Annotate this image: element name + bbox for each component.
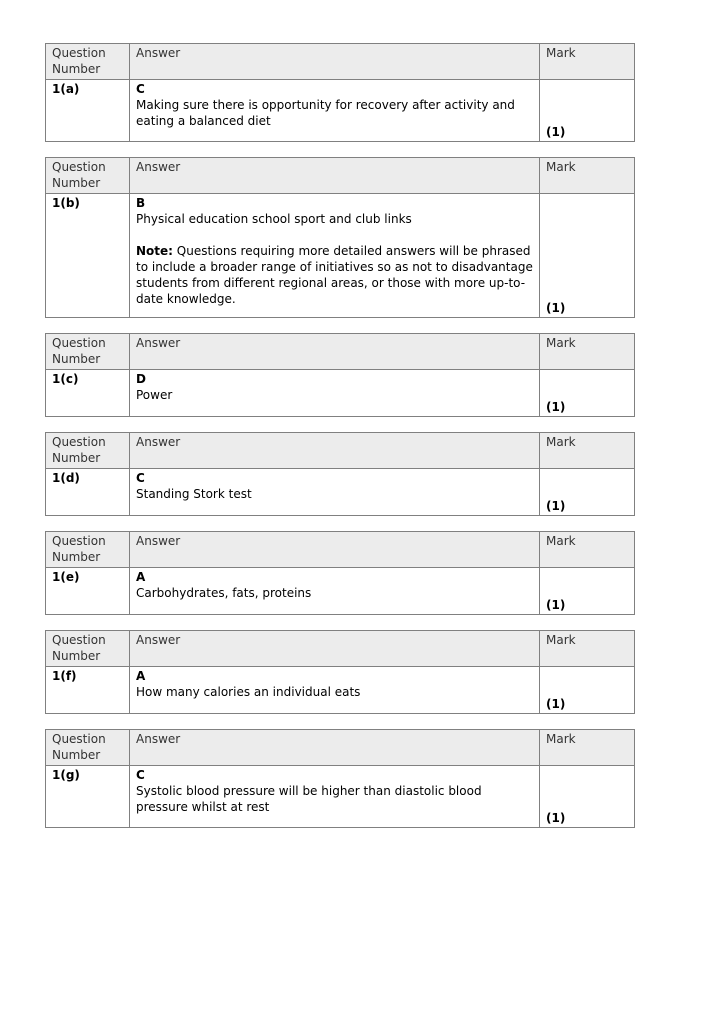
mark-cell (540, 667, 635, 714)
header-row (46, 44, 635, 80)
header-row (46, 158, 635, 194)
mark-header: Mark (540, 433, 635, 469)
question-number-header: Question Number (46, 44, 130, 80)
answer-text: Physical education school sport and club links (136, 212, 412, 226)
answer-cell (130, 370, 540, 417)
question-number: 1(f) (46, 667, 130, 714)
answer-text: Carbohydrates, fats, proteins (136, 586, 312, 600)
question-table-1d (45, 432, 635, 516)
mark-value: (1) (546, 811, 566, 825)
answer-letter: C (136, 471, 145, 485)
answer-cell (130, 568, 540, 615)
note-label: Note: (136, 244, 173, 258)
question-number: 1(a) (46, 80, 130, 142)
question-table-1g (45, 729, 635, 828)
header-row (46, 532, 635, 568)
answer-letter: A (136, 669, 146, 683)
answer-row (46, 667, 635, 714)
answer-letter: D (136, 372, 146, 386)
question-number: 1(g) (46, 766, 130, 828)
answer-text: Making sure there is opportunity for recovery after activity and eating a balanced diet (136, 98, 515, 128)
mark-value: (1) (546, 499, 566, 513)
mark-value: (1) (546, 125, 566, 139)
question-table-1f (45, 630, 635, 714)
question-number-header: Question Number (46, 631, 130, 667)
question-table-1c (45, 333, 635, 417)
mark-header: Mark (540, 532, 635, 568)
mark-scheme-page (45, 43, 634, 843)
header-row (46, 730, 635, 766)
question-number: 1(d) (46, 469, 130, 516)
question-number-header: Question Number (46, 158, 130, 194)
mark-value: (1) (546, 400, 566, 414)
answer-row (46, 469, 635, 516)
mark-cell (540, 80, 635, 142)
mark-value: (1) (546, 697, 566, 711)
answer-row (46, 80, 635, 142)
mark-cell (540, 766, 635, 828)
answer-header: Answer (130, 334, 540, 370)
answer-row (46, 568, 635, 615)
note-text: Questions requiring more detailed answers will be phrased to include a broader range of initiatives so as not to disadvantage students from different regional areas, or those with more up-to-date knowledge. (136, 244, 533, 306)
mark-header: Mark (540, 158, 635, 194)
question-number-header: Question Number (46, 730, 130, 766)
question-number-header: Question Number (46, 532, 130, 568)
answer-header: Answer (130, 631, 540, 667)
answer-header: Answer (130, 433, 540, 469)
answer-cell (130, 194, 540, 318)
question-table-1e (45, 531, 635, 615)
mark-cell (540, 568, 635, 615)
mark-cell (540, 370, 635, 417)
examiner-note (136, 243, 533, 307)
header-row (46, 433, 635, 469)
answer-cell (130, 80, 540, 142)
mark-header: Mark (540, 334, 635, 370)
mark-value: (1) (546, 598, 566, 612)
mark-header: Mark (540, 44, 635, 80)
mark-header: Mark (540, 730, 635, 766)
answer-letter: C (136, 82, 145, 96)
mark-cell (540, 194, 635, 318)
question-number: 1(c) (46, 370, 130, 417)
question-number: 1(e) (46, 568, 130, 615)
answer-text: Standing Stork test (136, 487, 252, 501)
answer-row (46, 766, 635, 828)
answer-text: Systolic blood pressure will be higher than diastolic blood pressure whilst at rest (136, 784, 482, 814)
question-table-1a (45, 43, 635, 142)
header-row (46, 631, 635, 667)
answer-cell (130, 667, 540, 714)
question-number-header: Question Number (46, 433, 130, 469)
header-row (46, 334, 635, 370)
mark-value: (1) (546, 301, 566, 315)
answer-header: Answer (130, 44, 540, 80)
mark-cell (540, 469, 635, 516)
answer-text: Power (136, 388, 173, 402)
answer-cell (130, 766, 540, 828)
answer-letter: B (136, 196, 146, 210)
answer-row (46, 194, 635, 318)
answer-letter: A (136, 570, 146, 584)
answer-text: How many calories an individual eats (136, 685, 361, 699)
answer-cell (130, 469, 540, 516)
answer-row (46, 370, 635, 417)
question-table-1b (45, 157, 635, 318)
answer-header: Answer (130, 158, 540, 194)
question-number-header: Question Number (46, 334, 130, 370)
question-number: 1(b) (46, 194, 130, 318)
mark-header: Mark (540, 631, 635, 667)
answer-letter: C (136, 768, 145, 782)
answer-header: Answer (130, 730, 540, 766)
answer-header: Answer (130, 532, 540, 568)
